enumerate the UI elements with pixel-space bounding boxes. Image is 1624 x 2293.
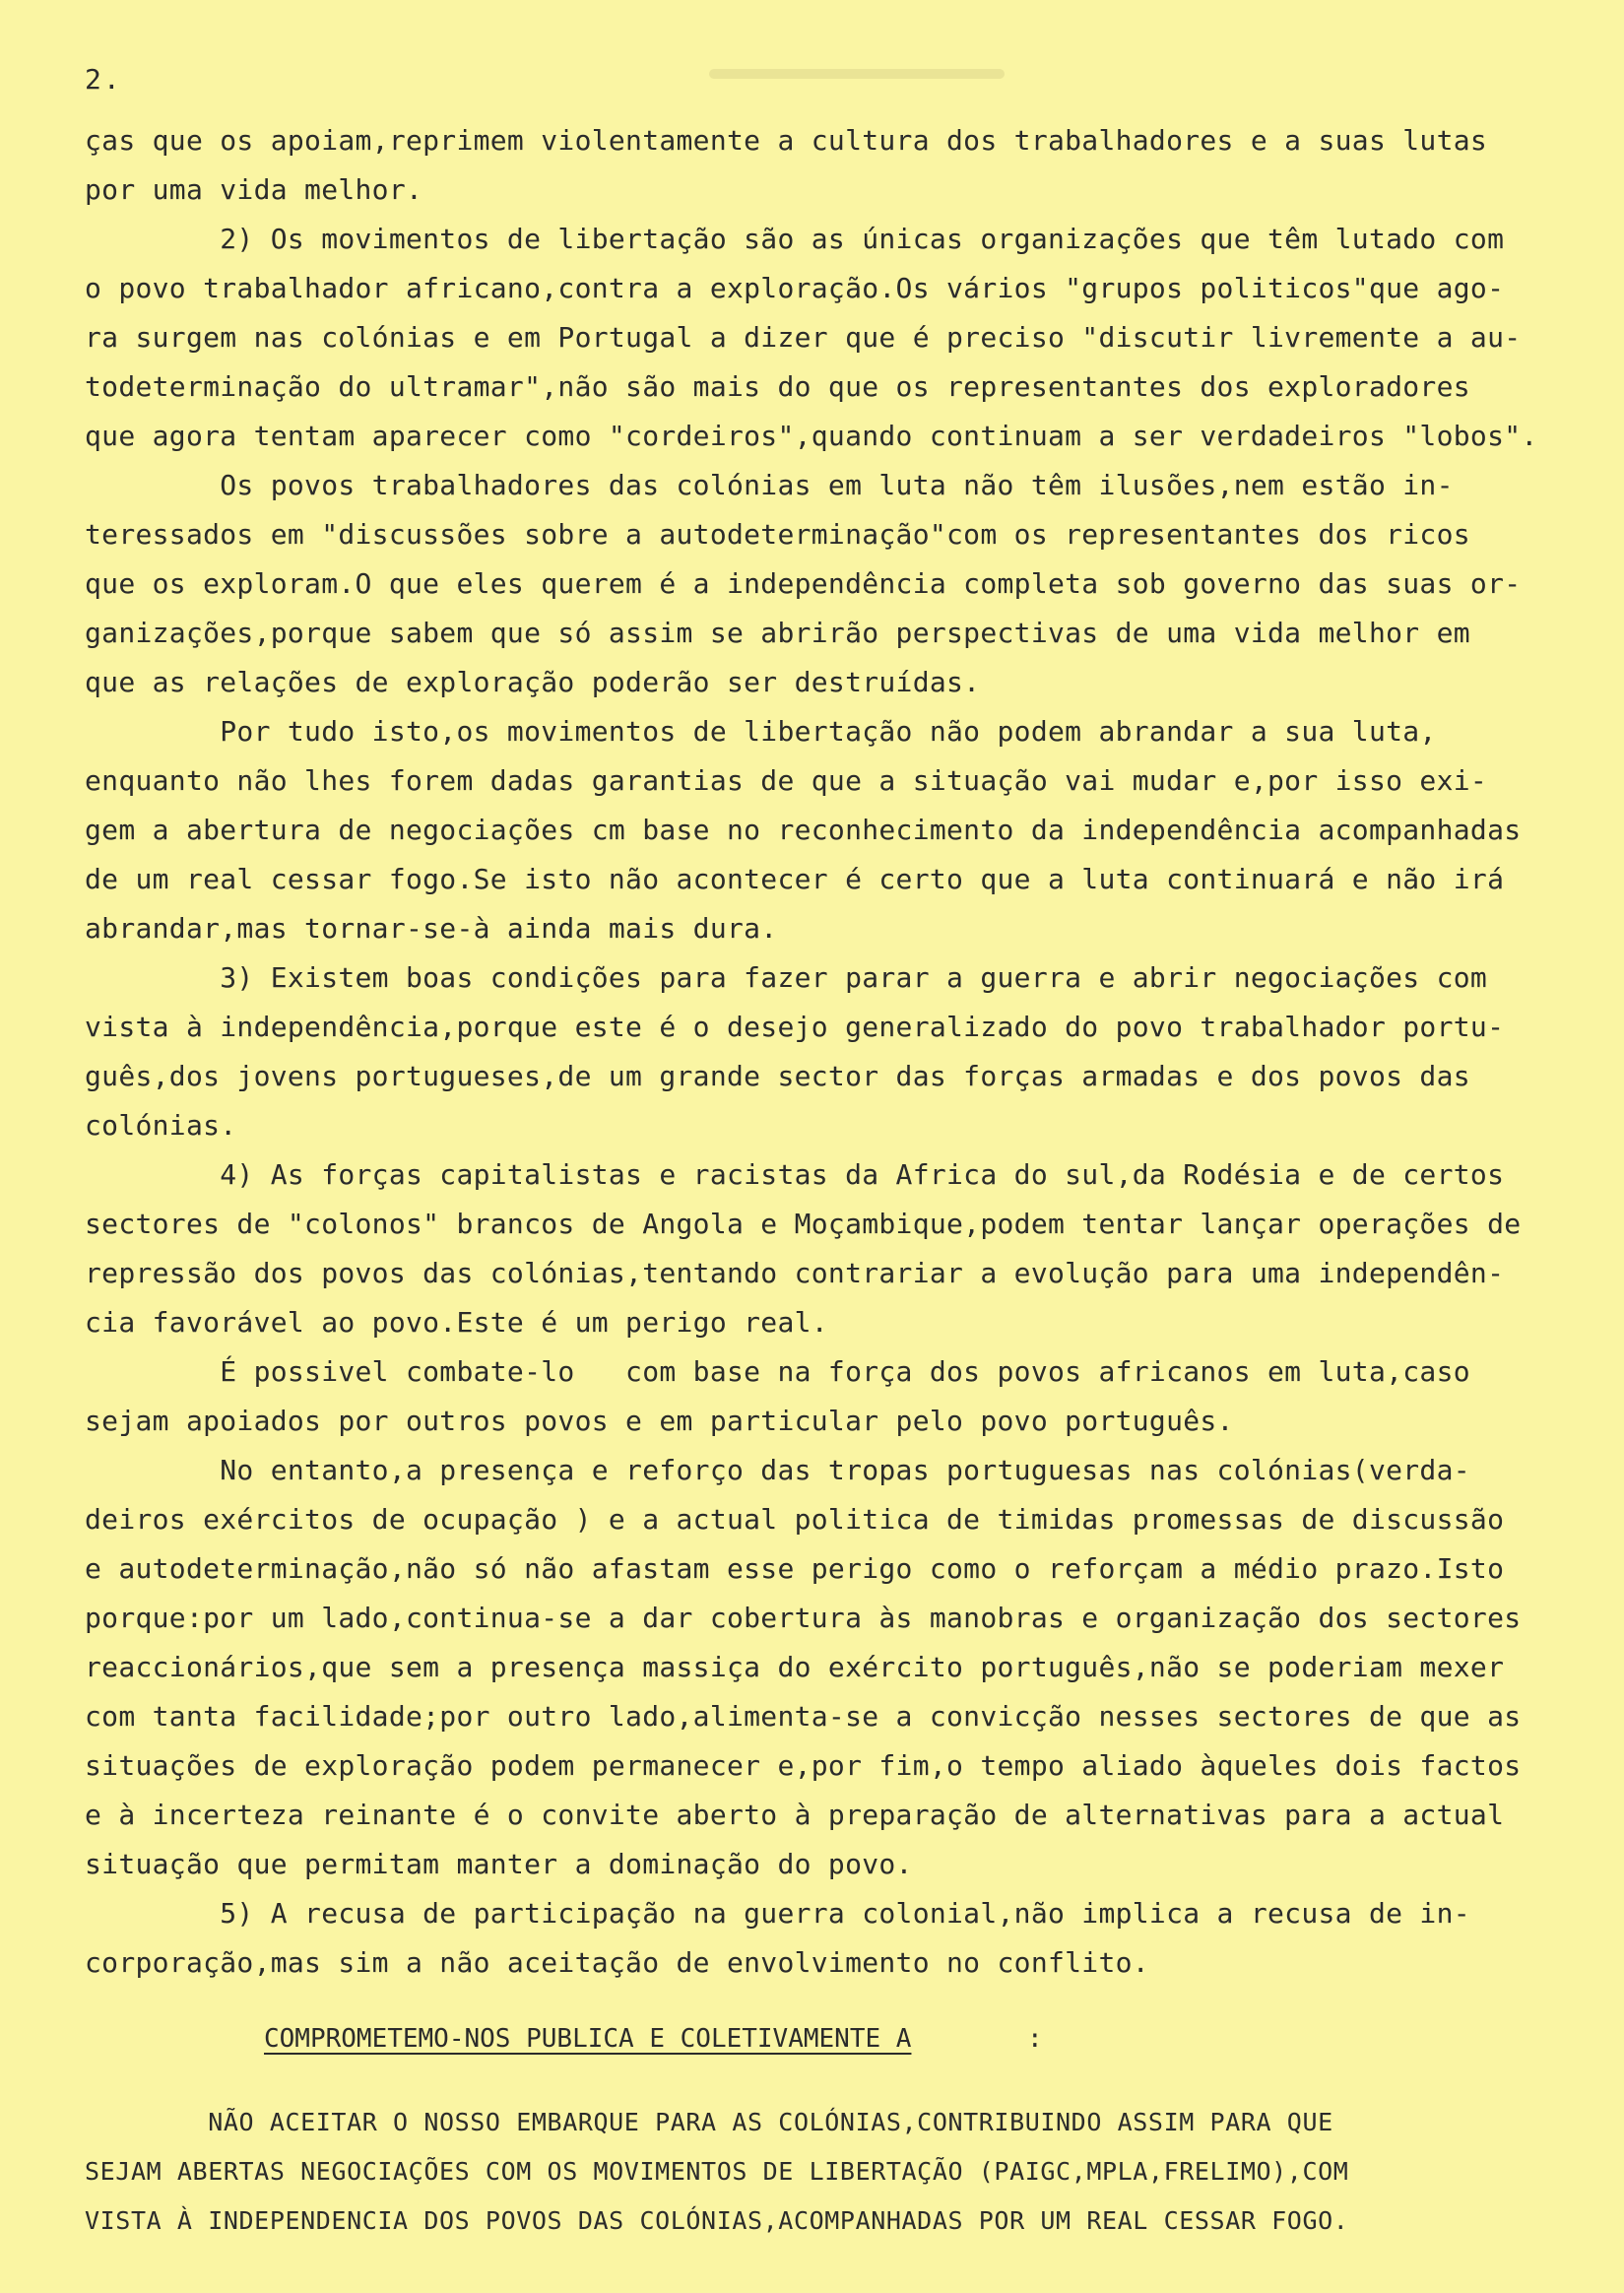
body-text: ças que os apoiam,reprimem violentamente a cultura dos trabalhadores e a suas lutas por uma vida melhor. 2) Os movimentos de libertação são as únicas organizações que têm lutado com o povo trabalhador africano,contra a exploração.Os vários "grupos politicos"que ago- ra surgem nas colónias e em Portugal a dizer que é preciso "discutir livremente a au- todeterminação do ultramar",não são mais do que os representantes dos exploradores que agora tentam aparecer como "cordeiros",quando continuam a ser verdadeiros "lobos". Os povos trabalhadores das colónias em luta não têm ilusões,nem estão in- teressados em "discussões sobre a autodeterminação"com os representantes dos ricos que os exploram.O que eles querem é a independência completa sob governo das suas or- ganizações,porque sabem que só assim se abrirão perspectivas de uma vida melhor em que as relações de exploração poderão ser destruídas. Por tudo isto,os movimentos de libertação não podem abrandar a sua luta, enquanto não lhes forem dadas garantias de que a situação vai mudar e,por isso exi- gem a abertura de negociações cm base no reconhecimento da independência acompanhadas de um real cessar fogo.Se isto não acontecer é certo que a luta continuará e não irá abrandar,mas tornar-se-à ainda mais dura. 3) Existem boas condições para fazer parar a guerra e abrir negociações com vista à independência,porque este é o desejo generalizado do povo trabalhador portu- guês,dos jovens portugueses,de um grande sector das forças armadas e dos povos das colónias. 4) As forças capitalistas e racistas da Africa do sul,da Rodésia e de certos sectores de "colonos" brancos de Angola e Moçambique,podem tentar lançar operações de repressão dos povos das colónias,tentando contrariar a evolução para uma independên- cia favorável ao povo.Este é um perigo real. É possivel combate-lo com base na força dos povos africanos em luta,caso sejam apoiados por outros povos e em particular pelo povo português. No entanto,a presença e reforço das tropas portuguesas nas colónias(verda- deiros exércitos de ocupação ) e a actual politica de timidas promessas de discussão e autodeterminação,não só não afastam esse perigo como o reforçam a médio prazo.Isto porque:por um lado,continua-se a dar cobertura às manobras e organização dos sectores reaccionários,que sem a presença massiça do exército português,não se poderiam mexer com tanta facilidade;por outro lado,alimenta-se a convicção nesses sectores de que as situações de exploração podem permanecer e,por fim,o tempo aliado àqueles dois factos e à incerteza reinante é o convite aberto à preparação de alternativas para a actual situação que permitam manter a dominação do povo. 5) A recusa de participação na guerra colonial,não implica a recusa de in- corporação,mas sim a não aceitação de envolvimento no conflito. <box>85 124 1538 1979</box>
page-number: 2. <box>85 63 122 96</box>
pledge-heading-colon: : <box>1027 2024 1043 2054</box>
pledge-heading: COMPROMETEMO-NOS PUBLICA E COLETIVAMENTE A <box>264 2024 912 2054</box>
ink-smudge <box>709 69 1005 79</box>
pledge-text: NÃO ACEITAR O NOSSO EMBARQUE PARA AS COLÓNIAS,CONTRIBUINDO ASSIM PARA QUE SEJAM ABERTAS NEGOCIAÇÕES COM OS MOVIMENTOS DE LIBERTAÇÃO (PAIGC,MPLA,FRELIMO),COM VISTA À INDEPENDENCIA DOS POVOS DAS COLÓNIAS,ACOMPANHADAS POR UM REAL CESSAR FOGO. <box>85 2108 1349 2235</box>
